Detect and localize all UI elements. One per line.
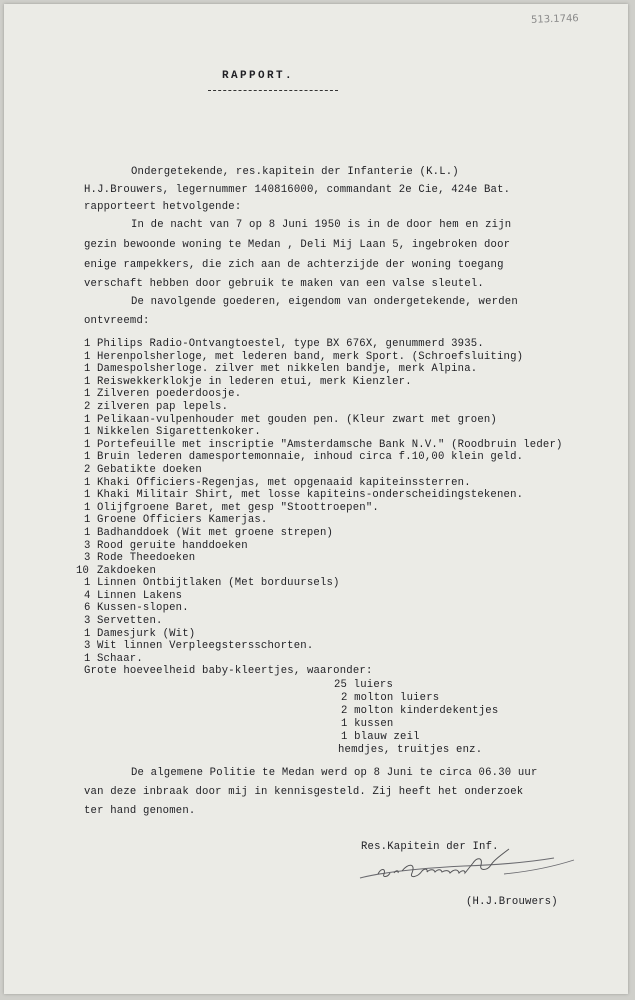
list-item <box>84 338 563 351</box>
intro-line-6: enige rampekkers, die zich aan de achterzijde der woning toegang <box>84 259 504 271</box>
item-description: Rode Theedoeken <box>97 552 196 565</box>
list-item: 2 molton kinderdekentjes <box>341 705 499 717</box>
item-description: Nikkelen Sigarettenkoker. <box>97 426 261 439</box>
item-quantity: 3 <box>84 552 91 565</box>
list-item <box>84 464 563 477</box>
intro-line-1: Ondergetekende, res.kapitein der Infanterie (K.L.) <box>131 166 459 178</box>
closing-line-2: van deze inbraak door mij in kennisgesteld. Zij heeft het onderzoek <box>84 786 524 798</box>
item-description: zilveren pap lepels. <box>97 400 229 413</box>
item-description: Linnen Lakens <box>97 589 183 602</box>
list-item <box>84 552 563 565</box>
list-item: 2 molton luiers <box>341 692 440 704</box>
item-description: Gebatikte doeken <box>97 463 202 476</box>
list-item <box>84 376 563 389</box>
item-quantity: 1 <box>84 375 91 388</box>
list-item <box>84 388 563 401</box>
item-description: Servetten. <box>97 615 163 628</box>
signature-title: Res.Kapitein der Inf. <box>361 841 499 853</box>
baby-clothes-intro: Grote hoeveelheid baby-kleertjes, waaronder: <box>84 665 373 677</box>
item-quantity: 3 <box>84 640 91 653</box>
document-page <box>4 4 628 994</box>
item-quantity: 1 <box>84 514 91 527</box>
item-description: Zilveren poederdoosje. <box>97 388 242 401</box>
report-title: RAPPORT. <box>222 70 295 82</box>
intro-line-7: verschaft hebben door gebruik te maken van een valse sleutel. <box>84 278 484 290</box>
item-description: Khaki Officiers-Regenjas, met opgenaaid kapiteinssterren. <box>97 476 471 489</box>
list-item: 25 luiers <box>334 679 394 691</box>
item-description: Olijfgroene Baret, met gesp "Stoottroepen". <box>97 501 379 514</box>
list-item <box>84 577 563 590</box>
item-description: Zakdoeken <box>97 564 157 577</box>
list-item <box>84 628 563 641</box>
list-item <box>84 540 563 553</box>
item-description: Wit linnen Verpleegstersschorten. <box>97 640 314 653</box>
list-item <box>76 565 563 578</box>
list-item <box>84 590 563 603</box>
item-description: Schaar. <box>97 652 143 665</box>
list-item <box>84 426 563 439</box>
item-description: Badhanddoek (Wit met groene strepen) <box>97 526 334 539</box>
list-item <box>84 527 563 540</box>
item-quantity: 1 <box>84 438 91 451</box>
list-item <box>84 414 563 427</box>
item-description: Damesjurk (Wit) <box>97 627 196 640</box>
item-quantity: 1 <box>84 577 91 590</box>
list-item <box>84 502 563 515</box>
list-item <box>84 451 563 464</box>
list-item <box>84 477 563 490</box>
list-item <box>84 401 563 414</box>
intro-line-8: De navolgende goederen, eigendom van ondergetekende, werden <box>131 296 518 308</box>
baby-clothes-list <box>334 679 498 757</box>
item-quantity: 1 <box>84 388 91 401</box>
item-description: Herenpolsherloge, met lederen band, merk Sport. (Schroefsluiting) <box>97 350 524 363</box>
item-quantity: 3 <box>84 539 91 552</box>
item-quantity: 1 <box>84 476 91 489</box>
list-item <box>84 489 563 502</box>
item-quantity: 2 <box>84 400 91 413</box>
list-item: 1 kussen <box>341 718 394 730</box>
item-description: Bruin lederen damesportemonnaie, inhoud circa f.10,00 klein geld. <box>97 451 524 464</box>
list-item <box>84 514 563 527</box>
list-item <box>84 602 563 615</box>
item-description: Kussen-slopen. <box>97 602 189 615</box>
item-quantity: 2 <box>84 463 91 476</box>
item-description: Pelikaan-vulpenhouder met gouden pen. (Kleur zwart met groen) <box>97 413 497 426</box>
intro-line-9: ontvreemd: <box>84 315 150 327</box>
item-quantity: 4 <box>84 589 91 602</box>
item-description: Philips Radio-Ontvangtoestel, type BX 676X, genummerd 3935. <box>97 338 484 350</box>
item-quantity: 1 <box>84 627 91 640</box>
list-item <box>84 653 563 666</box>
item-description: Damespolsherloge. zilver met nikkelen bandje, merk Alpina. <box>97 363 478 376</box>
list-item <box>84 351 563 364</box>
item-quantity: 10 <box>76 564 90 577</box>
item-quantity: 6 <box>84 602 91 615</box>
item-quantity: 1 <box>84 363 91 376</box>
list-item <box>84 439 563 452</box>
list-item: hemdjes, truitjes enz. <box>338 744 483 756</box>
archive-reference: 513.1746 <box>530 13 579 26</box>
item-quantity: 1 <box>84 501 91 514</box>
item-quantity: 1 <box>84 451 91 464</box>
list-item <box>84 640 563 653</box>
item-description: Linnen Ontbijtlaken (Met borduursels) <box>97 577 340 590</box>
item-quantity: 1 <box>84 350 91 363</box>
signature-name: (H.J.Brouwers) <box>466 896 558 908</box>
intro-line-2: H.J.Brouwers, legernummer 140816000, commandant 2e Cie, 424e Bat. <box>84 184 511 196</box>
item-description: Portefeuille met inscriptie "Amsterdamsche Bank N.V." (Roodbruin leder) <box>97 438 563 451</box>
title-underline <box>208 90 338 91</box>
intro-line-3: rapporteert hetvolgende: <box>84 201 242 213</box>
item-quantity: 1 <box>84 489 91 502</box>
handwritten-signature <box>354 832 594 892</box>
item-quantity: 1 <box>84 526 91 539</box>
list-item <box>84 615 563 628</box>
closing-line-1: De algemene Politie te Medan werd op 8 Juni te circa 06.30 uur <box>131 767 538 779</box>
item-description: Khaki Militair Shirt, met losse kapiteins-onderscheidingstekenen. <box>97 489 524 502</box>
item-quantity: 1 <box>84 338 91 350</box>
item-quantity: 1 <box>84 426 91 439</box>
stolen-items-list <box>76 338 563 665</box>
item-quantity: 1 <box>84 652 91 665</box>
item-quantity: 1 <box>84 413 91 426</box>
item-description: Groene Officiers Kamerjas. <box>97 514 268 527</box>
intro-line-4: In de nacht van 7 op 8 Juni 1950 is in de door hem en zijn <box>131 219 512 231</box>
item-quantity: 3 <box>84 615 91 628</box>
list-item: 1 blauw zeil <box>341 731 420 743</box>
item-description: Reiswekkerklokje in lederen etui, merk Kienzler. <box>97 375 412 388</box>
item-description: Rood geruite handdoeken <box>97 539 248 552</box>
list-item <box>84 363 563 376</box>
intro-line-5: gezin bewoonde woning te Medan , Deli Mij Laan 5, ingebroken door <box>84 239 511 251</box>
closing-line-3: ter hand genomen. <box>84 805 196 817</box>
